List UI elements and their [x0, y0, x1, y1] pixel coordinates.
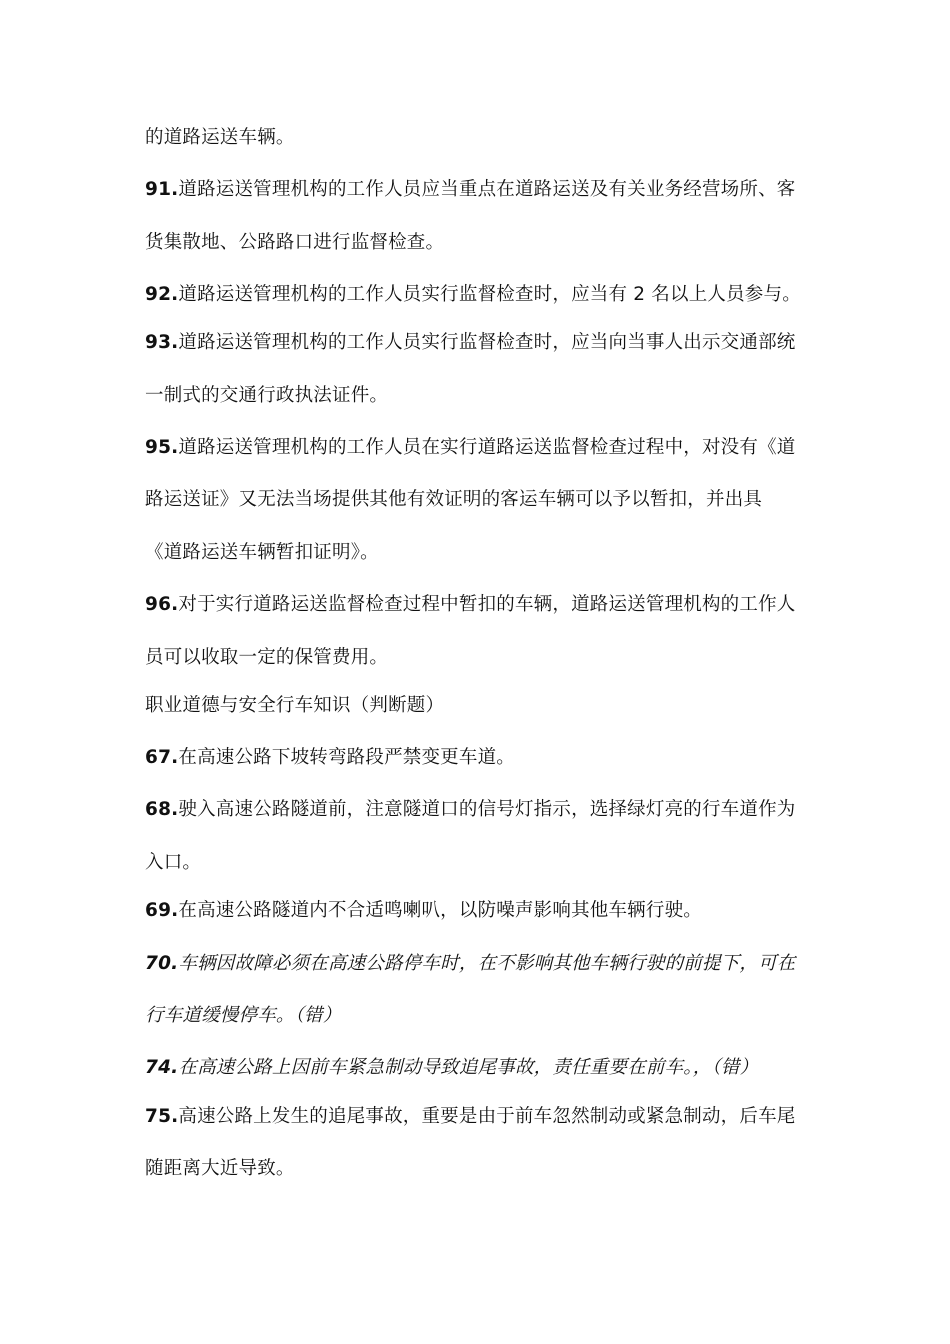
text-line: 员可以收取一定的保管费用。: [145, 647, 389, 668]
text-line: 的道路运送车辆。: [145, 127, 295, 148]
section-heading: 职业道德与安全行车知识（判断题）: [145, 695, 445, 716]
text-line: 入口。: [145, 852, 202, 873]
text-line: 随距离大近导致。: [145, 1158, 295, 1179]
text-line: 路运送证》又无法当场提供其他有效证明的客运车辆可以予以暂扣，并出具: [145, 489, 763, 510]
text-line: 92.道路运送管理机构的工作人员实行监督检查时，应当有 2 名以上人员参与。: [145, 284, 801, 305]
text-line: 《道路运送车辆暂扣证明》。: [145, 542, 379, 563]
text-line: 一制式的交通行政执法证件。: [145, 385, 389, 406]
text-line: 67.在高速公路下坡转弯路段严禁变更车道。: [145, 747, 515, 768]
text-line: 货集散地、公路路口进行监督检查。: [145, 232, 445, 253]
text-line: 96.对于实行道路运送监督检查过程中暂扣的车辆，道路运送管理机构的工作人: [145, 594, 796, 615]
text-line: 74.在高速公路上因前车紧急制动导致追尾事故，责任重要在前车。，（错）: [145, 1057, 759, 1078]
text-line: 91.道路运送管理机构的工作人员应当重点在道路运送及有关业务经营场所、客: [145, 179, 796, 200]
text-line: 68.驶入高速公路隧道前，注意隧道口的信号灯指示，选择绿灯亮的行车道作为: [145, 799, 796, 820]
text-line: 70.车辆因故障必须在高速公路停车时，在不影响其他车辆行驶的前提下，可在: [145, 953, 796, 974]
text-line: 行车道缓慢停车。（错）: [145, 1005, 342, 1026]
text-line: 93.道路运送管理机构的工作人员实行监督检查时，应当向当事人出示交通部统: [145, 332, 796, 353]
text-line: 95.道路运送管理机构的工作人员在实行道路运送监督检查过程中，对没有《道: [145, 437, 796, 458]
text-line: 69.在高速公路隧道内不合适鸣喇叭，以防噪声影响其他车辆行驶。: [145, 900, 702, 921]
text-line: 75.高速公路上发生的追尾事故，重要是由于前车忽然制动或紧急制动，后车尾: [145, 1106, 796, 1127]
